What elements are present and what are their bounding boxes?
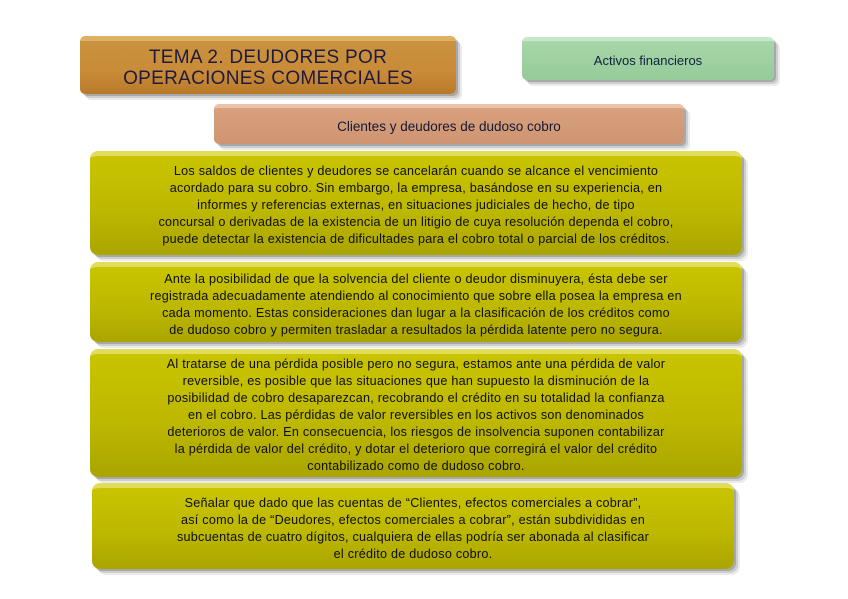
paragraph-box-3 xyxy=(90,349,742,477)
paragraph-box-4 xyxy=(92,483,734,569)
paragraph-text-3: Al tratarse de una pérdida posible pero no segura, estamos ante una pérdida de valor reversible, es posible que las situaciones que han supuesto la disminución de la posibilidad de cobro desaparezcan, recobrando el crédito en su totalidad la confianza en el cobro. Las pérdidas de valor reversibles en los activos son denominados deterioros de valor. En consecuencia, los riesgos de insolvencia suponen contabilizar la pérdida de valor del crédito, y dotar el deterioro que corregirá el valor del crédito contabilizado como de dudoso cobro. xyxy=(166,357,666,473)
section-tag-box xyxy=(522,37,774,80)
paragraph-text-4: Señalar que dado que las cuentas de “Clientes, efectos comerciales a cobrar”, así como la de “Deudores, efectos comerciales a cobrar”, están subdivididas en subcuentas de cuatro dígitos, cualquiera de ellas podría ser abonada al clasificar el crédito de dudoso cobro. xyxy=(176,495,650,561)
topic-title-box xyxy=(80,36,456,94)
section-tag: Activos financieros xyxy=(593,53,703,68)
subtitle: Clientes y deudores de dudoso cobro xyxy=(337,118,561,134)
paragraph-box-2 xyxy=(90,262,742,342)
paragraph-box-1 xyxy=(90,151,742,255)
paragraph-text-1: Los saldos de clientes y deudores se cancelarán cuando se alcance el vencimiento acordado para su cobro. Sin embargo, la empresa, basándose en su experiencia, en informes y referencias externas, en situaciones judiciales de hecho, de tipo concursal o derivadas de la existencia de un litigio de cuya resolución dependa el cobro, puede detectar la existencia de dificultades para el cobro total o parcial de los créditos. xyxy=(158,164,674,246)
paragraph-text-2: Ante la posibilidad de que la solvencia del cliente o deudor disminuyera, ésta debe ser registrada adecuadamente atendiendo al conocimiento que sobre ella posea la empresa en cada momento. Estas consideraciones dan lugar a la clasificación de los créditos como de dudoso cobro y permiten trasladar a resultados la pérdida latente pero no segura. xyxy=(150,271,682,337)
subtitle-box xyxy=(214,104,684,144)
topic-title: TEMA 2. DEUDORES POR OPERACIONES COMERCIALES xyxy=(123,46,413,89)
